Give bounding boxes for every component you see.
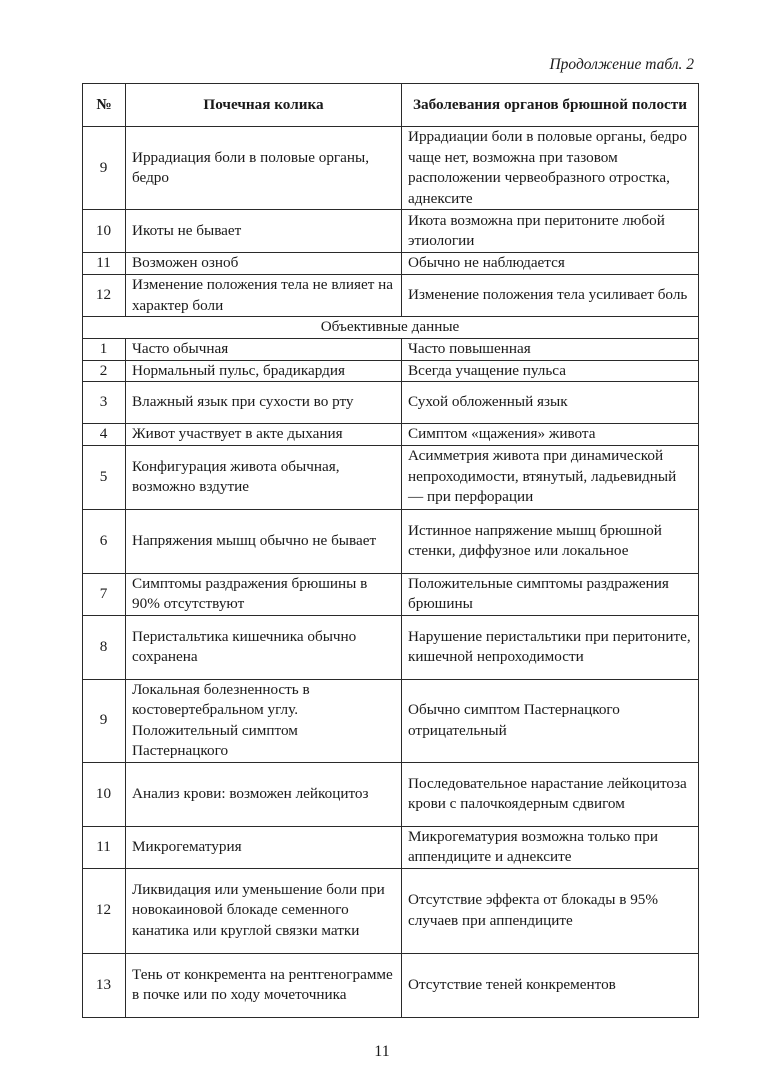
abdominal-cell: Отсутствие теней конкрементов	[402, 953, 699, 1017]
table-caption: Продолжение табл. 2	[549, 56, 694, 73]
table-row	[83, 253, 699, 275]
section-title: Объективные данные	[83, 317, 699, 339]
table-row	[83, 573, 699, 615]
renal-colic-cell: Тень от конкремента на рентгенограмме в почке или по ходу мочеточника	[126, 953, 402, 1017]
row-number: 10	[83, 210, 126, 253]
abdominal-cell: Симптом «щажения» живота	[402, 424, 699, 446]
table-row	[83, 615, 699, 679]
renal-colic-cell: Часто обычная	[126, 339, 402, 361]
header-abdominal-diseases: Заболевания органов брюшной полости	[402, 84, 699, 127]
renal-colic-cell: Живот участвует в акте дыхания	[126, 424, 402, 446]
row-number: 13	[83, 953, 126, 1017]
table-row	[83, 275, 699, 317]
renal-colic-cell: Перистальтика кишечника обычно сохранена	[126, 615, 402, 679]
abdominal-cell: Изменение положения тела усиливает боль	[402, 275, 699, 317]
renal-colic-cell: Напряжения мышц обычно не бывает	[126, 509, 402, 573]
row-number: 3	[83, 382, 126, 424]
table-row	[83, 127, 699, 210]
abdominal-cell: Обычно симптом Пастернацкого отрицательный	[402, 679, 699, 762]
renal-colic-cell: Иррадиация боли в половые органы, бедро	[126, 127, 402, 210]
abdominal-cell: Икота возможна при перитоните любой этиологии	[402, 210, 699, 253]
table-row	[83, 868, 699, 953]
abdominal-cell: Положительные симптомы раздражения брюшины	[402, 573, 699, 615]
row-number: 7	[83, 573, 126, 615]
row-number: 8	[83, 615, 126, 679]
row-number: 4	[83, 424, 126, 446]
renal-colic-cell: Возможен озноб	[126, 253, 402, 275]
renal-colic-cell: Анализ крови: возможен лейкоцитоз	[126, 762, 402, 826]
header-number: №	[83, 84, 126, 127]
renal-colic-cell: Икоты не бывает	[126, 210, 402, 253]
table-row	[83, 826, 699, 868]
abdominal-cell: Иррадиации боли в половые органы, бедро чаще нет, возможна при тазовом расположении червеобразного отростка, аднексите	[402, 127, 699, 210]
abdominal-cell: Последовательное нарастание лейкоцитоза крови с палочкоядерным сдвигом	[402, 762, 699, 826]
header-renal-colic: Почечная колика	[126, 84, 402, 127]
table-row	[83, 424, 699, 446]
row-number: 5	[83, 445, 126, 509]
table-row	[83, 679, 699, 762]
table-row	[83, 509, 699, 573]
renal-colic-cell: Нормальный пульс, брадикардия	[126, 360, 402, 382]
renal-colic-cell: Локальная болезненность в костовертебральном углу. Положительный симптом Пастернацкого	[126, 679, 402, 762]
row-number: 2	[83, 360, 126, 382]
table-row	[83, 382, 699, 424]
renal-colic-cell: Влажный язык при сухости во рту	[126, 382, 402, 424]
row-number: 1	[83, 339, 126, 361]
row-number: 9	[83, 127, 126, 210]
renal-colic-cell: Симптомы раздражения брюшины в 90% отсутствуют	[126, 573, 402, 615]
row-number: 6	[83, 509, 126, 573]
table-row	[83, 953, 699, 1017]
abdominal-cell: Часто повышенная	[402, 339, 699, 361]
table-row	[83, 445, 699, 509]
table-header-row	[83, 84, 699, 127]
abdominal-cell: Асимметрия живота при динамической непроходимости, втянутый, ладьевидный — при перфорации	[402, 445, 699, 509]
abdominal-cell: Нарушение перистальтики при перитоните, кишечной непроходимости	[402, 615, 699, 679]
row-number: 12	[83, 275, 126, 317]
table-row	[83, 762, 699, 826]
page-number: 11	[374, 1043, 390, 1060]
row-number: 11	[83, 826, 126, 868]
renal-colic-cell: Изменение положения тела не влияет на характер боли	[126, 275, 402, 317]
table-body-objective	[83, 339, 699, 1018]
row-number: 10	[83, 762, 126, 826]
abdominal-cell: Истинное напряжение мышц брюшной стенки, диффузное или локальное	[402, 509, 699, 573]
table-row	[83, 210, 699, 253]
renal-colic-cell: Ликвидация или уменьшение боли при новокаиновой блокаде семенного канатика или круглой связки матки	[126, 868, 402, 953]
table-row	[83, 339, 699, 361]
row-number: 9	[83, 679, 126, 762]
abdominal-cell: Всегда учащение пульса	[402, 360, 699, 382]
comparison-table	[82, 83, 699, 1018]
row-number: 12	[83, 868, 126, 953]
table-section	[83, 317, 699, 339]
renal-colic-cell: Микрогематурия	[126, 826, 402, 868]
renal-colic-cell: Конфигурация живота обычная, возможно вздутие	[126, 445, 402, 509]
abdominal-cell: Сухой обложенный язык	[402, 382, 699, 424]
abdominal-cell: Микрогематурия возможна только при аппендиците и аднексите	[402, 826, 699, 868]
abdominal-cell: Отсутствие эффекта от блокады в 95% случаев при аппендиците	[402, 868, 699, 953]
section-row	[83, 317, 699, 339]
row-number: 11	[83, 253, 126, 275]
table-row	[83, 360, 699, 382]
abdominal-cell: Обычно не наблюдается	[402, 253, 699, 275]
table-body-history	[83, 127, 699, 317]
